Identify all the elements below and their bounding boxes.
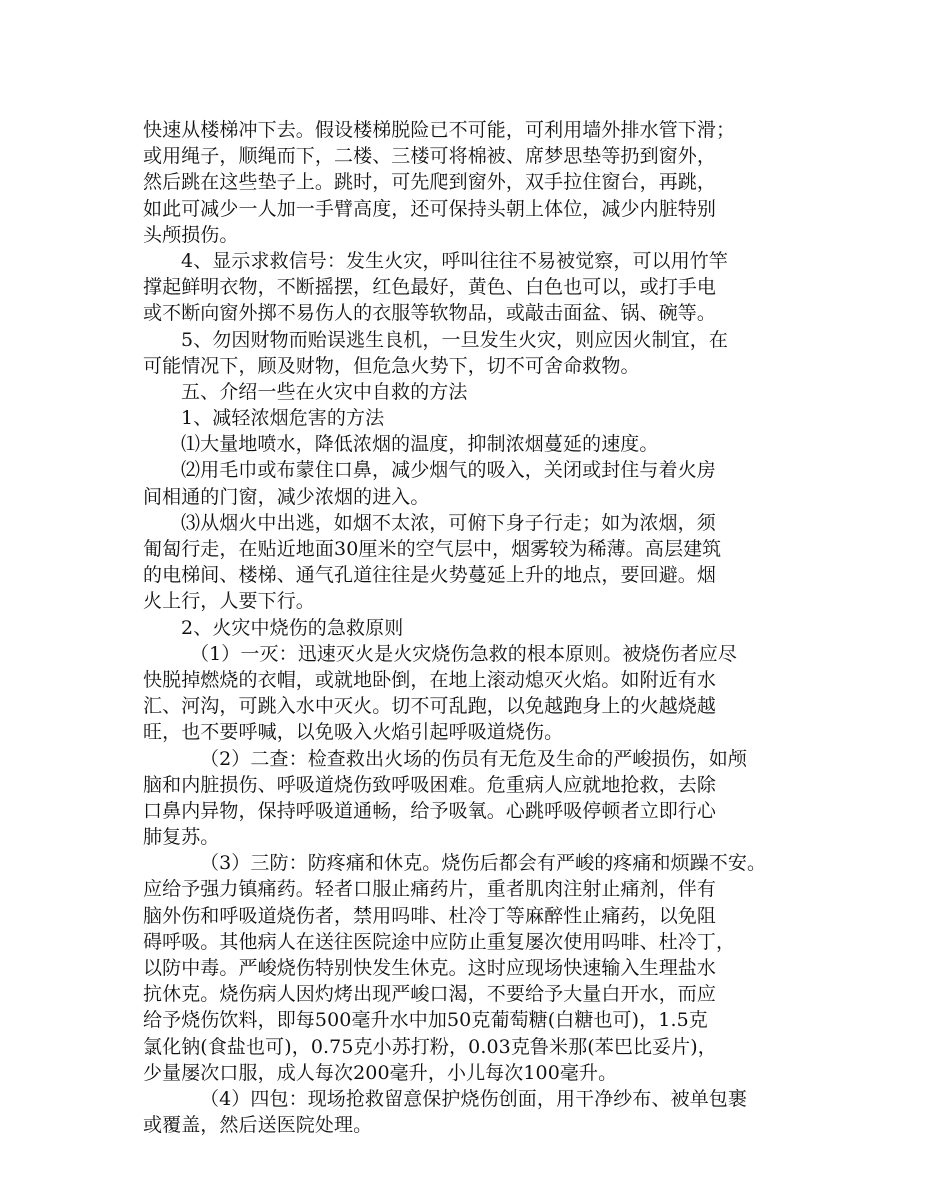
text-line: 脑外伤和呼吸道烧伤者，禁用吗啡、杜冷丁等麻醉性止痛药，以免阻	[143, 904, 717, 927]
text-line: 4、显示求救信号：发生火灾，呼叫往往不易被觉察，可以用竹竿	[181, 249, 728, 272]
text-line: ⑵用毛巾或布蒙住口鼻，减少烟气的吸入，关闭或封住与着火房	[181, 459, 716, 482]
text-line: 或覆盖，然后送医院处理。	[143, 1114, 373, 1137]
text-line: ⑴大量地喷水，降低浓烟的温度，抑制浓烟蔓延的速度。	[181, 433, 659, 456]
text-line: 然后跳在这些垫子上。跳时，可先爬到窗外，双手拉住窗台，再跳，	[143, 171, 717, 194]
text-line: 口鼻内异物，保持呼吸道通畅，给予吸氧。心跳呼吸停顿者立即行心	[143, 799, 717, 822]
text-line: 快速从楼梯冲下去。假设楼梯脱险已不可能，可利用墙外排水管下滑；	[143, 119, 736, 141]
text-line: 汇、河沟，可跳入水中灭火。切不可乱跑，以免越跑身上的火越烧越	[143, 695, 717, 718]
text-line: 头颅损伤。	[143, 223, 239, 246]
text-line: 肺复苏。	[143, 826, 220, 849]
text-line: 少量屡次口服，成人每次200毫升，小儿每次100毫升。	[143, 1061, 618, 1084]
text-line: （1）一灭：迅速灭火是火灾烧伤急救的根本原则。被烧伤者应尽	[190, 642, 737, 665]
text-line: 旺，也不要呼喊，以免吸入火焰引起呼吸道烧伤。	[143, 721, 564, 744]
text-line: 间相通的门窗，减少浓烟的进入。	[143, 485, 430, 508]
section-heading: 五、介绍一些在火灾中自救的方法	[181, 380, 468, 403]
text-line: （3）三防：防疼痛和休克。烧伤后都会有严峻的疼痛和烦躁不安。	[200, 852, 767, 875]
text-line: 抗休克。烧伤病人因灼烤出现严峻口渴，不要给予大量白开水，而应	[143, 983, 717, 1006]
text-line: 或用绳子，顺绳而下，二楼、三楼可将棉被、席梦思垫等扔到窗外，	[143, 145, 717, 168]
text-line: 应给予强力镇痛药。轻者口服止痛药片，重者肌肉注射止痛剂，伴有	[143, 878, 717, 901]
text-line: 可能情况下，顾及财物，但危急火势下，切不可舍命救物。	[143, 354, 640, 377]
text-line: 给予烧伤饮料，即每500毫升水中加50克葡萄糖(白糖也可)，1.5克	[143, 1009, 708, 1032]
text-line: 5、勿因财物而贻误逃生良机，一旦发生火灾，则应因火制宜，在	[181, 328, 728, 351]
text-line: 快脱掉燃烧的衣帽，或就地卧倒，在地上滚动熄灭火焰。如附近有水	[143, 668, 717, 691]
subsection-heading: 2、火灾中烧伤的急救原则	[181, 616, 404, 639]
text-line: 或不断向窗外掷不易伤人的衣服等软物品，或敲击面盆、锅、碗等。	[143, 302, 717, 325]
text-line: 氯化钠(食盐也可)，0.75克小苏打粉，0.03克鲁米那(苯巴比妥片)，	[143, 1035, 717, 1058]
text-line: 脑和内脏损伤、呼吸道烧伤致呼吸困难。危重病人应就地抢救，去除	[143, 773, 717, 796]
text-line: ⑶从烟火中出逃，如烟不太浓，可俯下身子行走；如为浓烟，须	[181, 511, 716, 534]
document-body	[143, 117, 823, 1138]
text-line: （4）四包：现场抢救留意保护烧伤创面，用干净纱布、被单包裹	[200, 1087, 747, 1110]
text-line: 匍匐行走，在贴近地面30厘米的空气层中，烟雾较为稀薄。高层建筑	[143, 538, 722, 560]
text-line: 的电梯间、楼梯、通气孔道往往是火势蔓延上升的地点，要回避。烟	[143, 564, 717, 587]
text-line: （2）二查：检查救出火场的伤员有无危及生命的严峻损伤，如颅	[200, 747, 747, 770]
text-line: 如此可减少一人加一手臂高度，还可保持头朝上体位，减少内脏特别	[143, 197, 717, 220]
text-line: 碍呼吸。其他病人在送往医院途中应防止重复屡次使用吗啡、杜冷丁，	[143, 930, 736, 953]
text-line: 以防中毒。严峻烧伤特别快发生休克。这时应现场快速输入生理盐水	[143, 957, 717, 979]
subsection-heading: 1、减轻浓烟危害的方法	[181, 407, 385, 430]
text-line: 撑起鲜明衣物，不断摇摆，红色最好，黄色、白色也可以，或打手电	[143, 276, 717, 299]
text-line: 火上行，人要下行。	[143, 590, 315, 613]
